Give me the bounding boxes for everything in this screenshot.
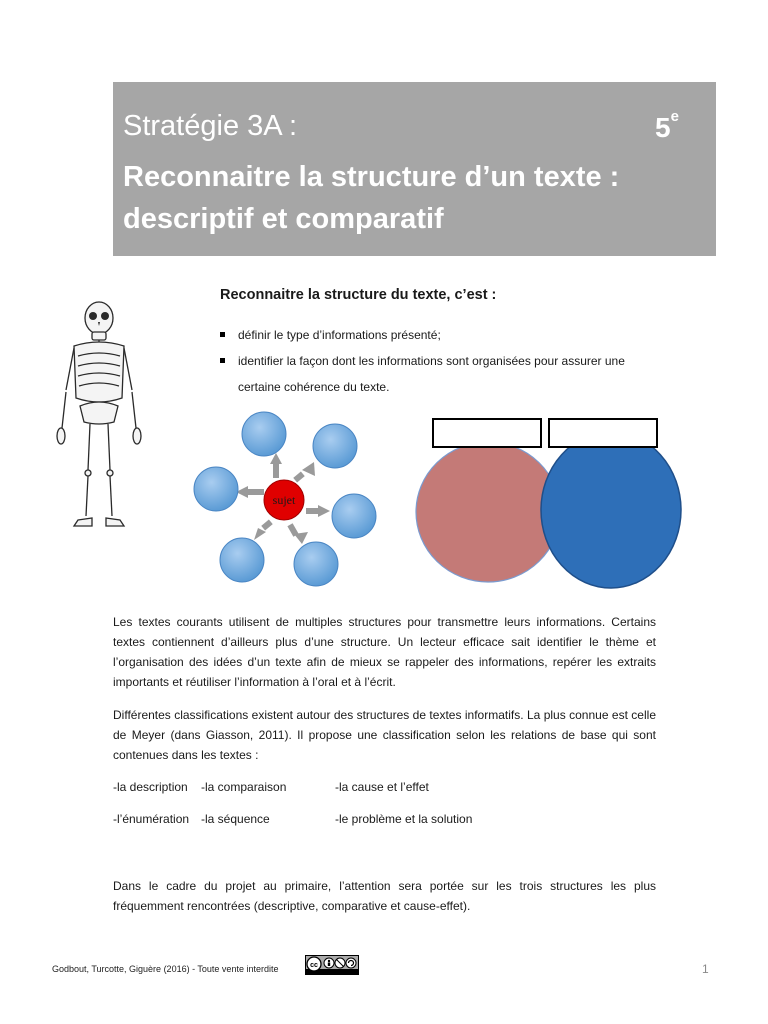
diagram-node	[313, 424, 357, 468]
arrow-down-left	[254, 528, 266, 540]
arrow-up-left-stem	[273, 464, 279, 478]
venn-left-circle	[416, 442, 560, 582]
list-item: définir le type d’informations présenté;	[220, 322, 670, 348]
structure-item: -le problème et la solution	[335, 812, 473, 826]
venn-left-label-box	[433, 419, 541, 447]
definition-list	[220, 322, 670, 400]
arrow-up-right-stem	[293, 471, 305, 482]
subject-label: sujet	[272, 493, 296, 507]
paragraph: Les textes courants utilisent de multiples structures pour transmettre leurs informations. Certains textes contiennent d’ailleurs plus d’une structure. Un lecteur efficace sait identifier le thème et l’organisation des idées d’un texte afin de mieux se rappeler des informations, repérer les extraits importants et réutiliser l’information à l’oral et à l’écrit.	[113, 615, 656, 689]
diagram-node	[194, 467, 238, 511]
structure-item: -la cause et l’effet	[335, 780, 429, 794]
arrow-right	[318, 505, 330, 517]
structure-item: -la séquence	[201, 812, 270, 826]
svg-text:cc: cc	[310, 962, 318, 969]
page-number: 1	[702, 962, 709, 976]
venn-right-label-box	[549, 419, 657, 447]
cc-by-nc-sa-icon	[305, 955, 359, 975]
arrow-right-stem	[306, 508, 318, 514]
grade-suffix: e	[670, 107, 679, 125]
structure-item: -l’énumération	[113, 812, 190, 826]
footer-credit: Godbout, Turcotte, Giguère (2016) - Toute vente interdite	[52, 964, 279, 974]
diagram-node	[332, 494, 376, 538]
strategy-label: Stratégie 3A :	[123, 110, 298, 142]
section-heading: Reconnaitre la structure du texte, c’est :	[220, 287, 497, 303]
structure-item: -la comparaison	[201, 780, 287, 794]
paragraph: Différentes classifications existent autour des structures de textes informatifs. La plus connue est celle de Meyer (dans Giasson, 2011). Il propose une classification selon les relations de base qui sont contenues dans les textes :	[113, 708, 656, 762]
paragraph: Dans le cadre du projet au primaire, l’attention sera portée sur les trois structures les plus fréquemment rencontrées (descriptive, comparative et cause-effet).	[113, 879, 656, 913]
diagram-node	[220, 538, 264, 582]
diagram-node	[294, 542, 338, 586]
structure-item: -la description	[113, 780, 188, 794]
comparative-venn-diagram	[414, 415, 684, 591]
title-line-2: descriptif et comparatif	[123, 203, 444, 235]
arrow-up-right	[302, 462, 315, 476]
arrow-down-left-stem	[261, 519, 273, 530]
grade-label	[655, 107, 679, 144]
arrow-left-stem	[248, 489, 264, 495]
title-line-1: Reconnaitre la structure d’un texte :	[123, 161, 620, 193]
diagram-node	[242, 412, 286, 456]
grade-number: 5	[655, 112, 671, 143]
page-title	[123, 156, 703, 240]
skeleton-illustration	[52, 298, 144, 534]
title-banner	[113, 82, 716, 256]
venn-right-circle	[541, 432, 681, 588]
descriptive-web-diagram	[190, 408, 382, 592]
list-item: identifier la façon dont les informations sont organisées pour assurer une certaine cohérence du texte.	[220, 348, 670, 400]
